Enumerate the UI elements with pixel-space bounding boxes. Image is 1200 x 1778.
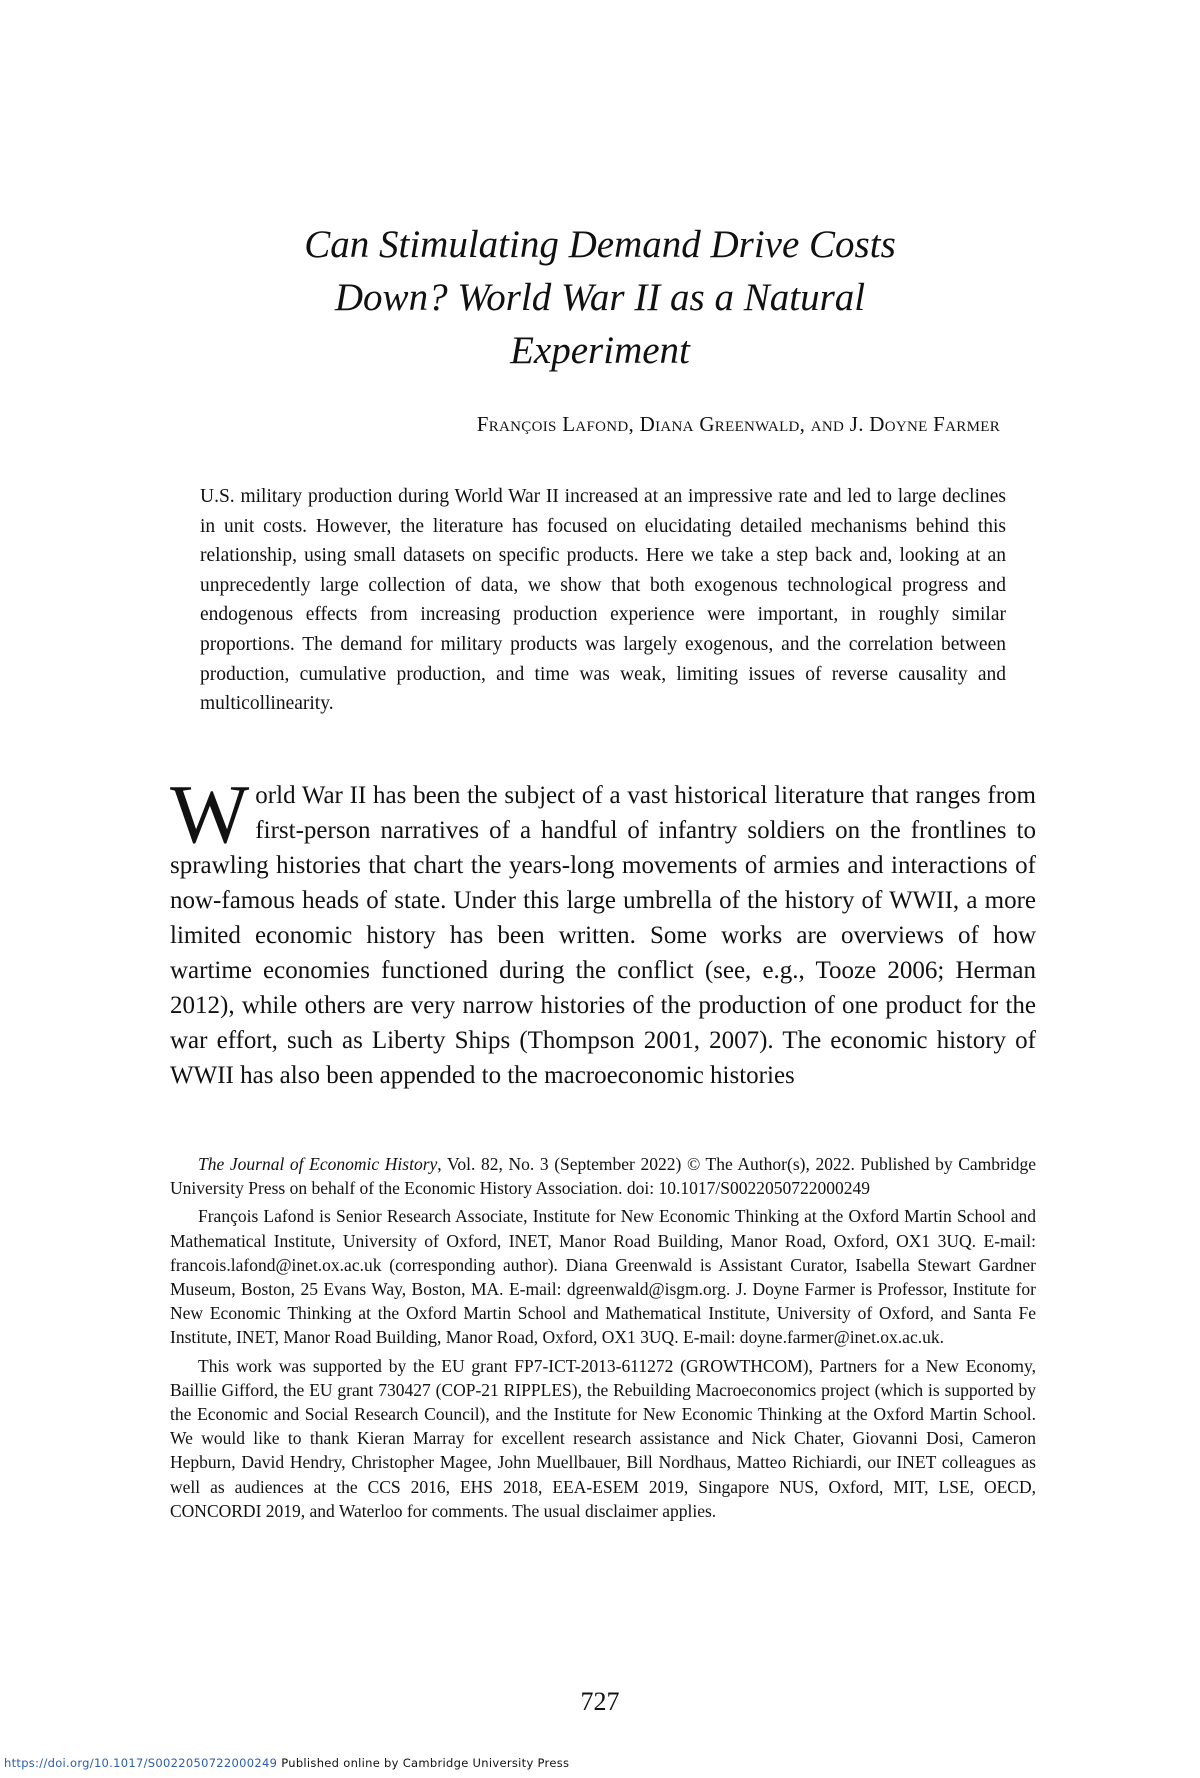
article-title [200,218,1000,377]
drop-cap: W [170,768,250,861]
journal-name: The Journal of Economic History [198,1154,438,1174]
published-note: Published online by Cambridge University Press [277,1756,570,1770]
doi-link[interactable]: https://doi.org/10.1017/S0022050722000249 [4,1756,278,1770]
author-list: François Lafond, Diana Greenwald, and J. Doyne Farmer [476,412,1000,436]
title-line-3: Experiment [510,329,690,372]
page-number: 727 [580,1687,620,1716]
author-affiliations-note: François Lafond is Senior Research Associate, Institute for New Economic Thinking at the Oxford Martin School and Mathematical Institute, University of Oxford, INET, Manor Road Building, Manor Road, Oxford, OX1 3UQ. E-mail: francois.lafond@inet.ox.ac.uk (corresponding author). Diana Greenwald is Assistant Curator, Isabella Stewart Gardner Museum, Boston, 25 Evans Way, Boston, MA. E-mail: dgreenwald@isgm.org. J. Doyne Farmer is Professor, Institute for New Economic Thinking at the Oxford Martin School and Mathematical Institute, University of Oxford, and Santa Fe Institute, INET, Manor Road Building, Manor Road, Oxford, OX1 3UQ. E-mail: doyne.farmer@inet.ox.ac.uk. [170,1206,1036,1348]
abstract: U.S. military production during World War II increased at an impressive rate and led to large declines in unit costs. However, the literature has focused on elucidating detailed mechanisms behind this relationship, using small datasets on specific products. Here we take a step back and, looking at an unprecedently large collection of data, we show that both exogenous technological progress and endogenous effects from increasing production experience were important, in roughly similar proportions. The demand for military products was largely exogenous, and the correlation between production, cumulative production, and time was weak, limiting issues of reverse causality and multicollinearity. [200,486,1006,715]
acknowledgments-note: This work was supported by the EU grant FP7-ICT-2013-611272 (GROWTHCOM), Partners for a New Economy, Baillie Gifford, the EU grant 730427 (COP-21 RIPPLES), the Rebuilding Macroeconomics project (which is supported by the Economic and Social Research Council), and the Institute for New Economic Thinking at the Oxford Martin School. We would like to thank Kieran Marray for excellent research assistance and Nick Chater, Giovanni Dosi, Cameron Hepburn, David Hendry, Christopher Magee, John Muellbauer, Bill Nordhaus, Matteo Richiardi, our INET colleagues as well as audiences at the CCS 2016, EHS 2018, EEA-ESEM 2019, Singapore NUS, Oxford, MIT, LSE, OECD, CONCORDI 2019, and Waterloo for comments. The usual disclaimer applies. [170,1355,1036,1521]
footer-bar [4,1756,569,1770]
title-line-2: Down? World War II as a Natural [334,276,866,319]
body-paragraph [170,768,1036,1093]
journal-citation: , Vol. 82, No. 3 (September 2022) © The Author(s), 2022. Published by Cambridge University Press on behalf of the Economic History Association. doi: 10.1017/S0022050722000249 [170,1154,1036,1199]
title-line-1: Can Stimulating Demand Drive Costs [304,223,896,266]
footnotes [170,1152,1036,1527]
body-paragraph-text: orld War II has been the subject of a vast historical literature that ranges from first-person narratives of a handful of infantry soldiers on the frontlines to sprawling histories that chart the years-long movements of armies and interactions of now-famous heads of state. Under this large umbrella of the history of WWII, a more limited economic history has been written. Some works are overviews of how wartime economies functioned during the conflict (see, e.g., Tooze 2006; Herman 2012), while others are very narrow histories of the production of one product for the war effort, such as Liberty Ships (Thompson 2001, 2007). The economic history of WWII has also been appended to the macroeconomic histories [170,782,1036,1089]
journal-citation-note [170,1152,1036,1200]
